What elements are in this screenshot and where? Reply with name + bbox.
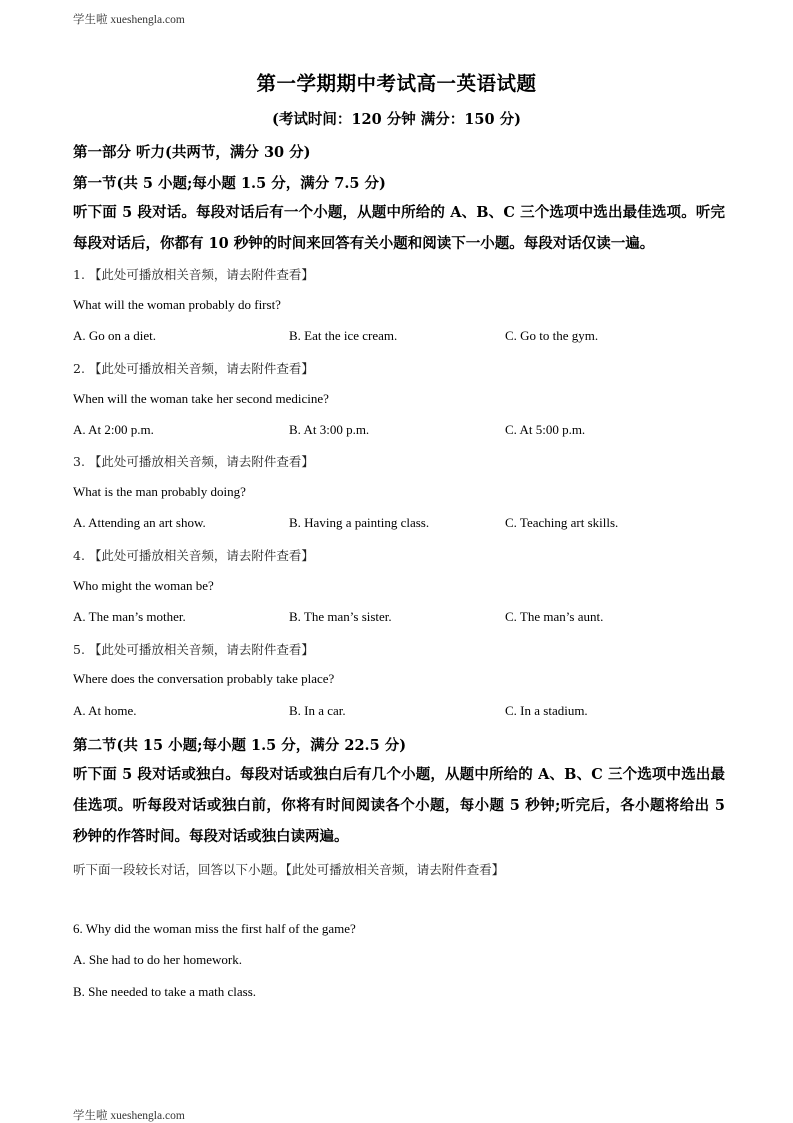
- option-b: B. In a car.: [289, 703, 346, 718]
- option-b: B. Having a painting class.: [289, 515, 430, 530]
- section-one-instruction: 听下面 5 段对话。每段对话后有一个小题，从题中所给的 A、B、C 三个选项中选出最佳选项。听完每段对话后，你都有 10 秒钟的时间来回答有关小题和阅读下一小题。每段对话仅读一遍。: [73, 204, 725, 252]
- option-c: C. Go to the gym.: [505, 328, 599, 343]
- option-c: C. At 5:00 p.m.: [505, 422, 586, 437]
- option-a: A. She had to do her homework.: [73, 952, 242, 967]
- question-text: When will the woman take her second medicine?: [73, 391, 329, 406]
- option-b: B. Eat the ice cream.: [289, 328, 398, 343]
- option-a: A. Go on a diet.: [73, 328, 157, 343]
- section-one-heading: 第一节(共 5 小题;每小题 1.5 分，满分 7.5 分): [73, 175, 386, 192]
- exam-info: (考试时间：120 分钟 满分：150 分): [272, 111, 521, 128]
- question-text: 6. Why did the woman miss the first half of the game?: [73, 921, 356, 936]
- audio-placeholder[interactable]: 听下面一段较长对话，回答以下小题。【此处可播放相关音频，请去附件查看】: [73, 862, 505, 877]
- part-one-heading: 第一部分 听力(共两节，满分 30 分): [73, 144, 311, 161]
- audio-placeholder[interactable]: 4. 【此处可播放相关音频，请去附件查看】: [73, 548, 314, 563]
- audio-placeholder[interactable]: 1. 【此处可播放相关音频，请去附件查看】: [73, 267, 314, 282]
- option-c: C. The man’s aunt.: [505, 609, 604, 624]
- question-text: Who might the woman be?: [73, 578, 214, 593]
- question-text: What is the man probably doing?: [73, 484, 246, 499]
- page-title: 第一学期期中考试高一英语试题: [256, 72, 537, 95]
- audio-placeholder[interactable]: 2. 【此处可播放相关音频，请去附件查看】: [73, 361, 314, 376]
- page-header: 学生啦 xueshengla.com: [73, 14, 185, 26]
- question-text: Where does the conversation probably take place?: [73, 671, 335, 686]
- option-c: C. In a stadium.: [505, 703, 588, 718]
- section-two-instruction: 听下面 5 段对话或独白。每段对话或独白后有几个小题，从题中所给的 A、B、C 三个选项中选出最佳选项。听每段对话或独白前，你将有时间阅读各个小题，每小题 5 秒钟;听完后，各小题将给出 5 秒钟的作答时间。每段对话或独白读两遍。: [73, 766, 725, 845]
- option-b: B. She needed to take a math class.: [73, 984, 257, 999]
- option-c: C. Teaching art skills.: [505, 515, 619, 530]
- option-a: A. At home.: [73, 703, 137, 718]
- section-two-heading: 第二节(共 15 小题;每小题 1.5 分，满分 22.5 分): [73, 737, 407, 754]
- audio-placeholder[interactable]: 5. 【此处可播放相关音频，请去附件查看】: [73, 642, 314, 657]
- option-b: B. At 3:00 p.m.: [289, 422, 370, 437]
- option-a: A. The man’s mother.: [73, 609, 186, 624]
- option-b: B. The man’s sister.: [289, 609, 392, 624]
- page-footer: 学生啦 xueshengla.com: [73, 1110, 185, 1122]
- option-a: A. Attending an art show.: [73, 515, 206, 530]
- audio-placeholder[interactable]: 3. 【此处可播放相关音频，请去附件查看】: [73, 454, 314, 469]
- question-text: What will the woman probably do first?: [73, 297, 281, 312]
- option-a: A. At 2:00 p.m.: [73, 422, 154, 437]
